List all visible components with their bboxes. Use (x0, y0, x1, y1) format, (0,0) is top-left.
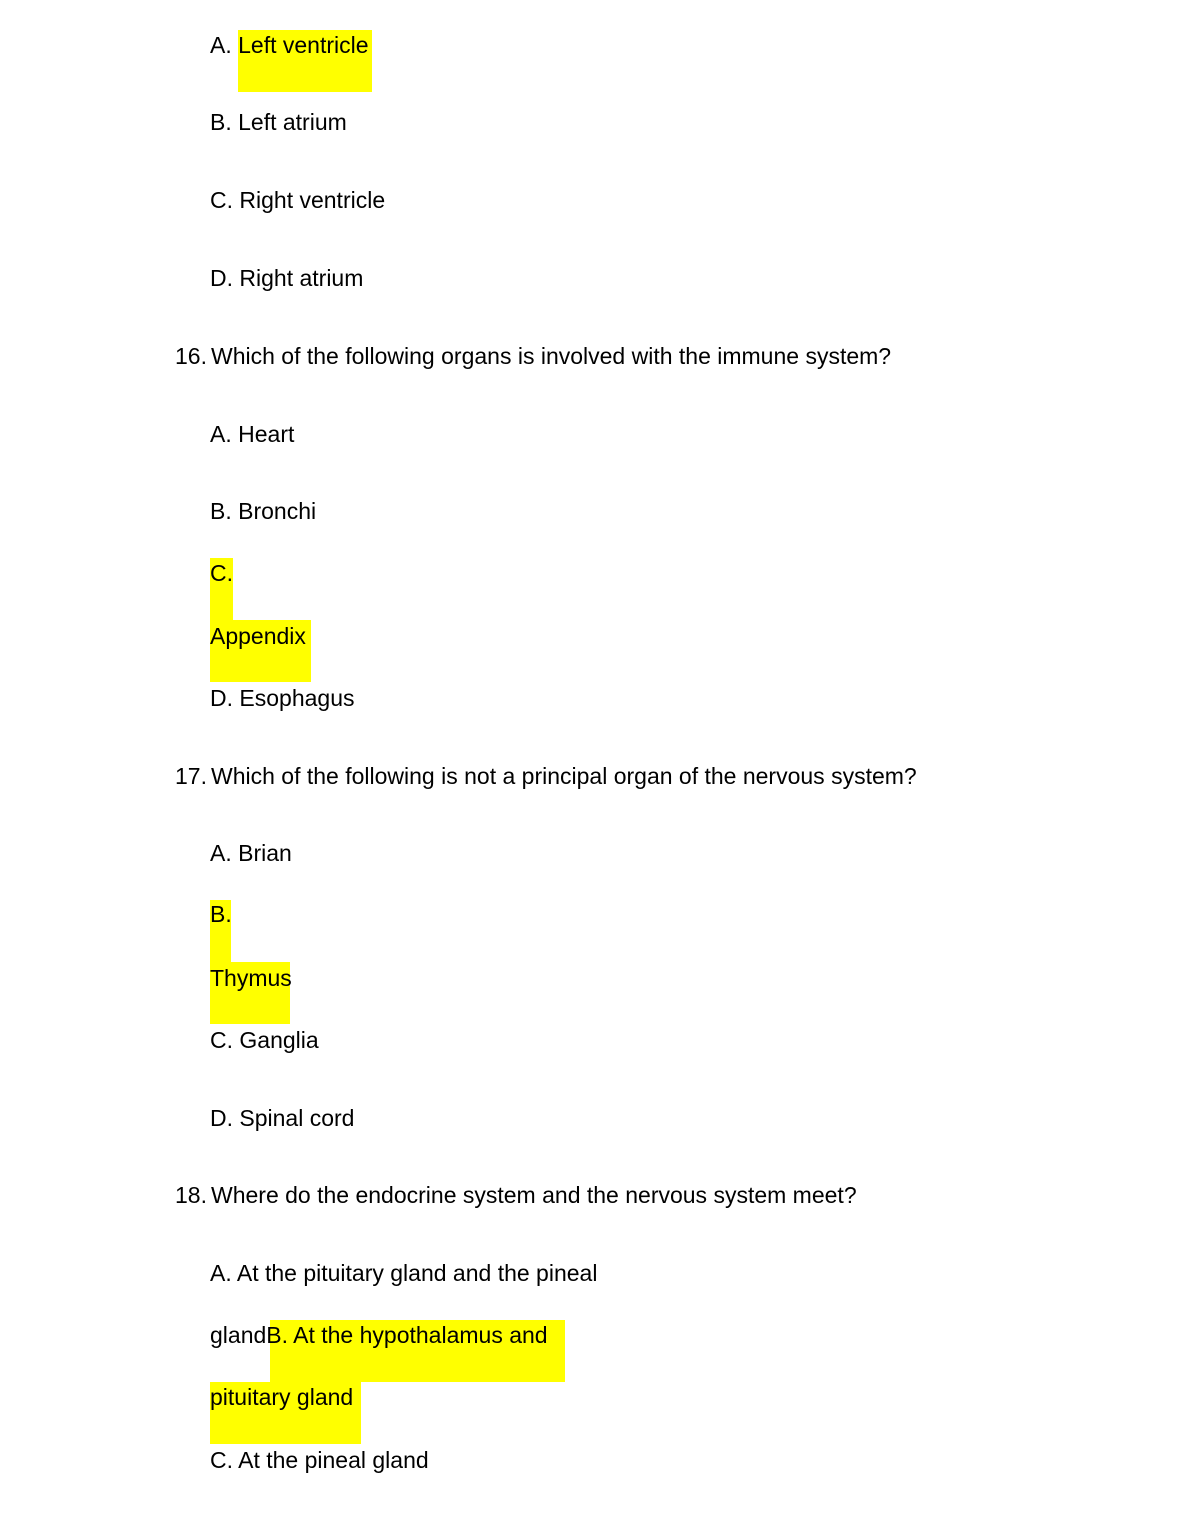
option-q15-b: B. Left atrium (210, 109, 347, 135)
option-q16-c-letter: C. (210, 560, 233, 586)
question-16-number: 16. (175, 343, 207, 369)
option-q17-b-letter: B. (210, 901, 232, 927)
option-q17-d: D. Spinal cord (210, 1105, 355, 1131)
option-q18-a-line1: A. At the pituitary gland and the pineal (210, 1260, 598, 1286)
option-q18-b-part1: B. At the hypothalamus and (266, 1322, 548, 1348)
option-q16-a: A. Heart (210, 421, 295, 447)
question-17-number: 17. (175, 763, 207, 789)
option-q16-b: B. Bronchi (210, 498, 317, 524)
option-q15-d: D. Right atrium (210, 265, 364, 291)
option-q16-c-text: Appendix (210, 623, 306, 649)
question-18 (175, 1180, 857, 1210)
question-18-text: Where do the endocrine system and the nervous system meet? (211, 1182, 857, 1208)
option-q15-a (210, 30, 369, 60)
question-18-number: 18. (175, 1182, 207, 1208)
option-q18-a-tail: gland (210, 1322, 267, 1348)
option-q16-d: D. Esophagus (210, 685, 355, 711)
question-16-text: Which of the following organs is involved with the immune system? (211, 343, 892, 369)
question-17-text: Which of the following is not a principal organ of the nervous system? (211, 763, 917, 789)
option-q15-a-prefix: A. (210, 32, 239, 58)
option-q18-c: C. At the pineal gland (210, 1447, 429, 1473)
option-q15-a-text: Left ventricle (238, 32, 369, 58)
question-17 (175, 761, 917, 791)
option-q17-c: C. Ganglia (210, 1027, 319, 1053)
option-q18-a-line2 (210, 1320, 548, 1350)
question-16 (175, 341, 891, 371)
option-q17-a: A. Brian (210, 840, 292, 866)
option-q15-c: C. Right ventricle (210, 187, 386, 213)
option-q18-b-part2: pituitary gland (210, 1384, 354, 1410)
option-q17-b-text: Thymus (210, 965, 292, 991)
